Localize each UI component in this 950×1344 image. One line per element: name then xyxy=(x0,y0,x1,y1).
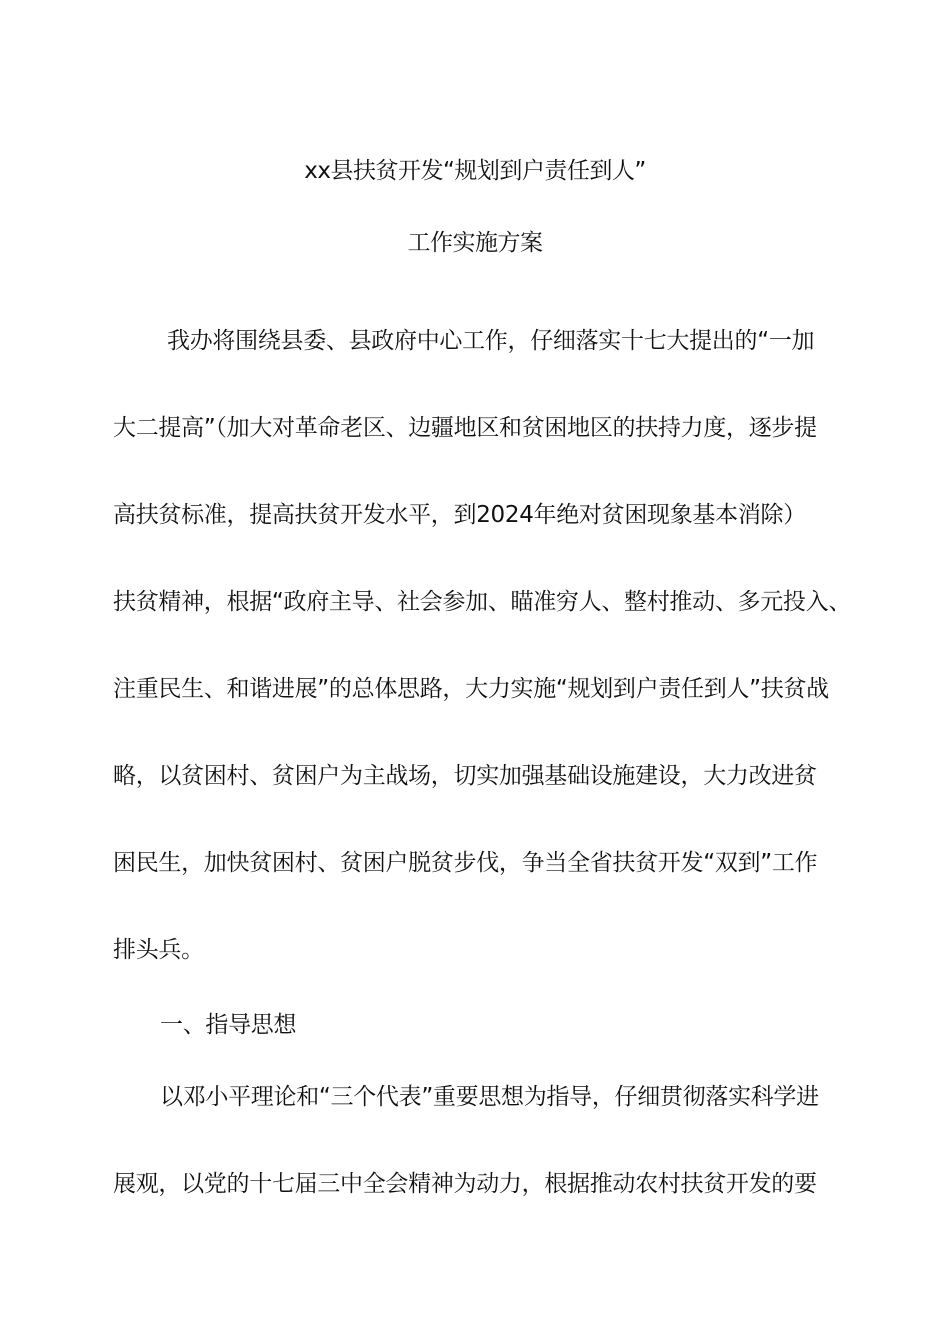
paragraph-line: 扶贫精神，根据“政府主导、社会参加、瞄准穷人、整村推动、多元投入、 xyxy=(113,589,852,615)
paragraph-line: 高扶贫标准，提高扶贫开发水平，到2024年绝对贫困现象基本消除） xyxy=(113,502,806,528)
document-title-line-2: 工作实施方案 xyxy=(407,230,543,256)
section-heading: 一、指导思想 xyxy=(160,1012,297,1038)
paragraph-line: 困民生，加快贫困村、贫困户脱贫步伐，争当全省扶贫开发“双到”工作 xyxy=(113,850,818,876)
paragraph-line: 大二提高”（加大对革命老区、边疆地区和贫困地区的扶持力度，逐步提 xyxy=(113,415,817,441)
paragraph-line: 注重民生、和谐进展”的总体思路，大力实施“规划到户责任到人”扶贫战 xyxy=(113,676,829,702)
paragraph-line: 展观，以党的十七届三中全会精神为动力，根据推动农村扶贫开发的要 xyxy=(113,1171,817,1197)
paragraph-line: 以邓小平理论和“三个代表”重要思想为指导，仔细贯彻落实科学进 xyxy=(160,1084,819,1110)
paragraph-line: 略，以贫困村、贫困户为主战场，切实加强基础设施建设，大力改进贫 xyxy=(113,763,817,789)
document-title-line-1: xx县扶贫开发“规划到户责任到人” xyxy=(304,158,646,184)
paragraph-line: 我办将围绕县委、县政府中心工作，仔细落实十七大提出的“一加 xyxy=(167,328,815,354)
paragraph-line: 排头兵。 xyxy=(113,937,204,963)
